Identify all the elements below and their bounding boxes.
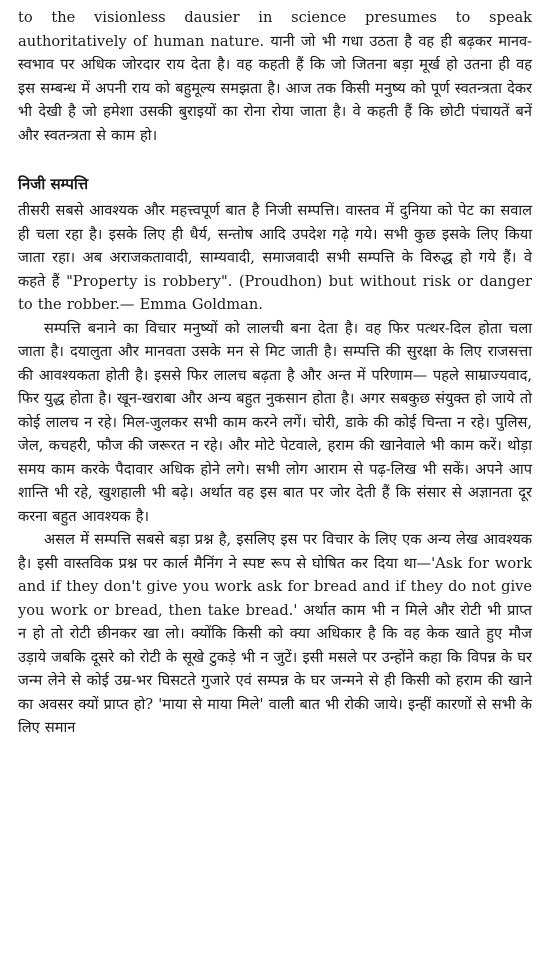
body-paragraph: तीसरी सबसे आवश्यक और महत्त्वपूर्ण बात है निजी सम्पत्ति। वास्तव में दुनिया को पेट का सवाल ही चला रहा है। इसके लिए ही धैर्य, सन्तोष आदि उपदेश गढ़े गये। सभी कुछ इसके लिए किया जाता रहा। अब अराजकतावादी, साम्यवादी, समाजवादी सभी सम्पत्ति के विरुद्ध हो गये हैं। वे कहते हैं "Property is robbery". (Proudhon) but without risk or danger to the robber.— Emma Goldman. [18, 202, 532, 313]
section-heading: निजी सम्पत्ति [18, 175, 89, 193]
body-paragraph: सम्पत्ति बनाने का विचार मनुष्यों को लालची बना देता है। वह फिर पत्थर-दिल होता चला जाता है। दयालुता और मानवता उसके मन से मिट जाती है। सम्पत्ति की सुरक्षा के लिए राजसत्ता की आवश्यकता होती है। इससे फिर लालच बढ़ता है और अन्त में परिणाम— पहले साम्राज्यवाद, फिर युद्ध होता है। खून-खराबा और अन्य बहुत नुकसान होता है। अगर सबकुछ संयुक्त हो जाये तो कोई लालच न रहे। मिल-जुलकर सभी काम करने लगें। चोरी, डाके की कोई चिन्ता न रहे। पुलिस, जेल, कचहरी, फौज की जरूरत न रहे। और मोटे पेटवाले, हराम की खानेवाले भी काम करें। थोड़ा समय काम करके पैदावार अधिक होने लगे। सभी लोग आराम से पढ़-लिख भी सकें। अपने आप शान्ति भी रहे, खुशहाली भी बढ़े। अर्थात वह इस बात पर जोर देती हैं कि संसार से अज्ञानता दूर करना बहुत आवश्यक है। [18, 319, 532, 525]
document-page [18, 6, 532, 740]
opening-paragraph: to the visionless dausier in science presumes to speak authoritatively of human nature. यानी जो भी गधा उठता है वह ही बढ़कर मानव-स्वभाव पर अधिक जोरदार राय देता है। वह कहती हैं कि जो जितना बड़ा मूर्ख हो उतना ही वह इस सम्बन्ध में अपनी राय को बहुमूल्य समझता है। आज तक किसी मनुष्य को पूर्ण स्वतन्त्रता देकर भी देखी है जो हमेशा उसकी बुराइयों का रोना रोया जाता है। वे कहती हैं कि छोटी पंचायतें बनें और स्वतन्त्रता से काम हो। [18, 9, 532, 144]
body-paragraph: असल में सम्पत्ति सबसे बड़ा प्रश्न है, इसलिए इस पर विचार के लिए एक अन्य लेख आवश्यक है। इसी वास्तविक प्रश्न पर कार्ल मैनिंग ने स्पष्ट रूप से घोषित कर दिया था—'Ask for work and if they don't give you work ask for bread and if they do not give you work or bread, then take bread.' अर्थात काम भी न मिले और रोटी भी प्राप्त न हो तो रोटी छीनकर खा लो। क्योंकि किसी को क्या अधिकार है कि वह केक खाते हुए मौज उड़ाये जबकि दूसरे को रोटी के सूखे टुकड़े भी न जुटें। इसी मसले पर उन्होंने कहा कि विपन्न के घर जन्म लेने से कोई उम्र-भर घिसटते गुजारे एवं सम्पन्न के घर जन्मने से ही किसी को हराम की खाने का अवसर क्यों प्राप्त हो? 'माया से माया मिले' वाली बात भी रोकी जाये। इन्हीं कारणों से सभी के लिए समान [18, 531, 532, 736]
